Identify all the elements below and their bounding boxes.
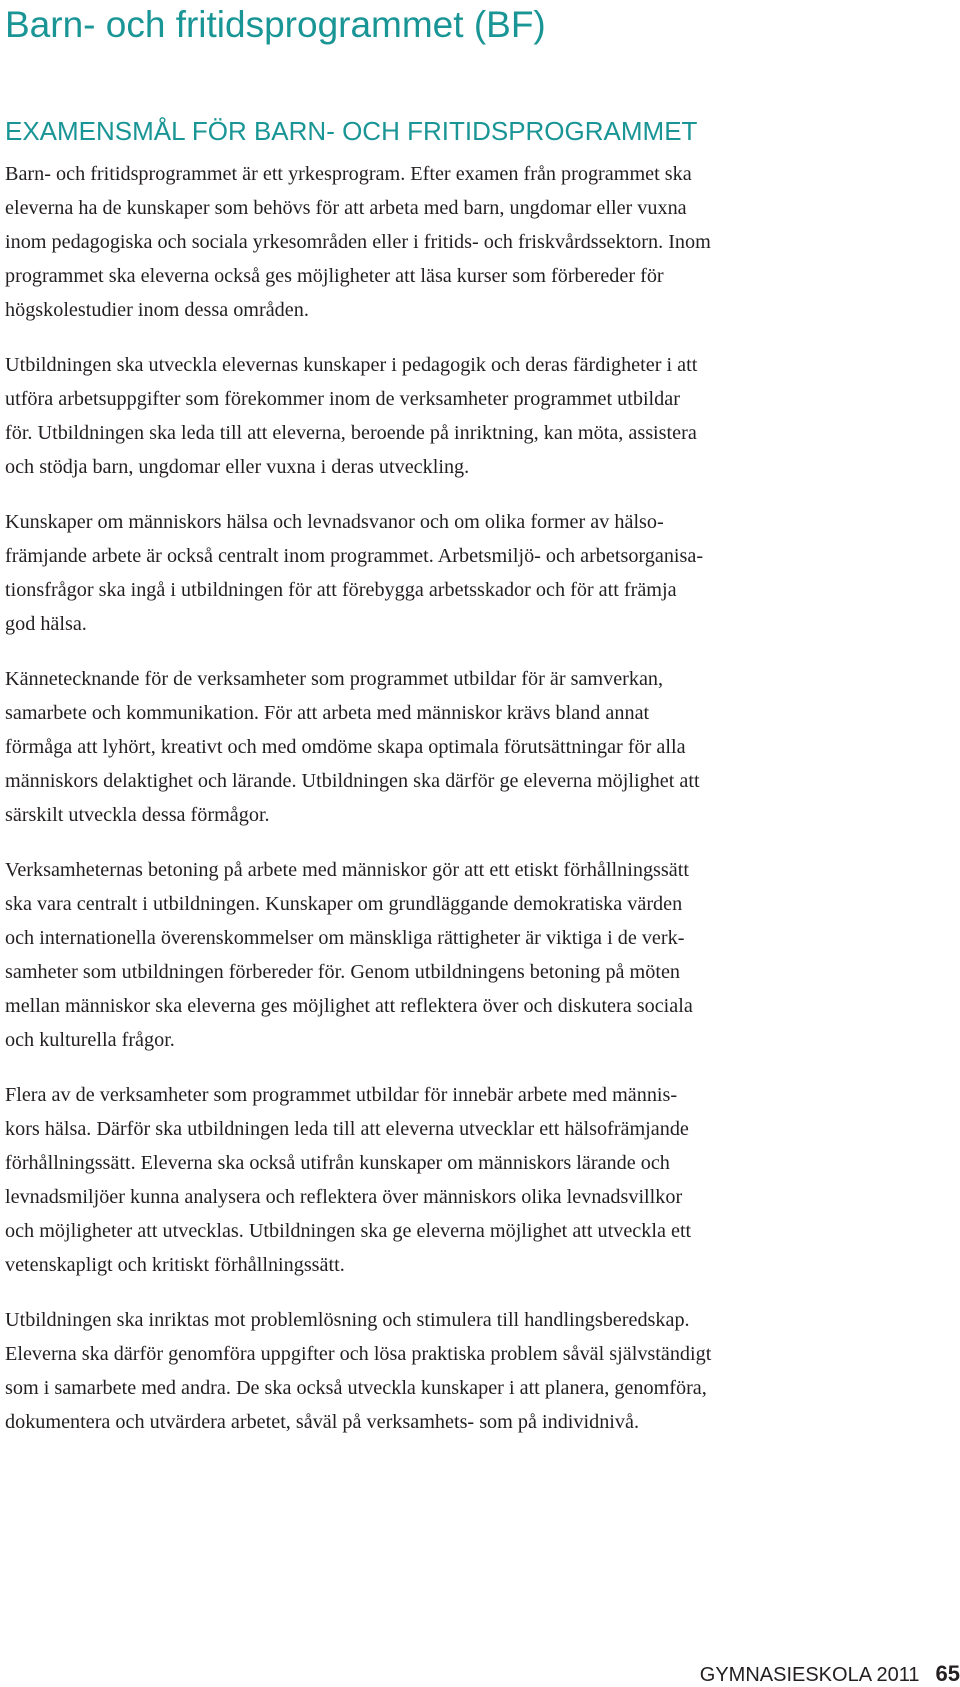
page-title: Barn- och fritidsprogrammet (BF) bbox=[5, 4, 546, 45]
paragraph-line: särskilt utveckla dessa förmågor. bbox=[5, 804, 270, 826]
paragraph-line: förhållningssätt. Eleverna ska också utifrån kunskaper om människors lärande och bbox=[5, 1152, 670, 1174]
paragraph-line: programmet ska eleverna också ges möjligheter att läsa kurser som förbereder för bbox=[5, 265, 664, 287]
paragraph bbox=[5, 1078, 955, 1282]
paragraph-line: Utbildningen ska inriktas mot problemlösning och stimulera till handlingsberedskap. bbox=[5, 1309, 690, 1331]
paragraph bbox=[5, 348, 955, 484]
footer-label: GYMNASIESKOLA 2011 bbox=[699, 1664, 920, 1686]
paragraph-line: och möjligheter att utvecklas. Utbildningen ska ge eleverna möjlighet att utveckla ett bbox=[5, 1220, 692, 1242]
paragraph-line: vetenskapligt och kritiskt förhållningssätt. bbox=[5, 1254, 345, 1276]
paragraph-line: utföra arbetsuppgifter som förekommer inom de verksamheter programmet utbildar bbox=[5, 388, 680, 410]
paragraph-line: och internationella överenskommelser om mänskliga rättigheter är viktiga i de verk- bbox=[5, 927, 685, 949]
paragraph-line: Eleverna ska därför genomföra uppgifter och lösa praktiska problem såväl självständigt bbox=[5, 1343, 712, 1365]
body-text bbox=[5, 157, 955, 1460]
paragraph-line: samheter som utbildningen förbereder för. Genom utbildningens betoning på möten bbox=[5, 961, 681, 983]
paragraph-line: eleverna ha de kunskaper som behövs för att arbeta med barn, ungdomar eller vuxna bbox=[5, 197, 687, 219]
paragraph bbox=[5, 1303, 955, 1439]
paragraph-line: Flera av de verksamheter som programmet utbildar för innebär arbete med männis- bbox=[5, 1084, 678, 1106]
paragraph-line: Barn- och fritidsprogrammet är ett yrkesprogram. Efter examen från programmet ska bbox=[5, 163, 692, 185]
paragraph-line: och stödja barn, ungdomar eller vuxna i deras utveckling. bbox=[5, 456, 470, 478]
paragraph-line: tionsfrågor ska ingå i utbildningen för att förebygga arbetsskador och för att främja bbox=[5, 579, 677, 601]
paragraph-line: levnadsmiljöer kunna analysera och reflektera över människors olika levnadsvillkor bbox=[5, 1186, 683, 1208]
paragraph-line: Utbildningen ska utveckla elevernas kunskaper i pedagogik och deras färdigheter i att bbox=[5, 354, 698, 376]
paragraph-line: för. Utbildningen ska leda till att eleverna, beroende på inriktning, kan möta, assistera bbox=[5, 422, 697, 444]
paragraph-line: ska vara centralt i utbildningen. Kunskaper om grundläggande demokratiska värden bbox=[5, 893, 683, 915]
paragraph-line: inom pedagogiska och sociala yrkesområden eller i fritids- och friskvårdssektorn. Inom bbox=[5, 231, 711, 253]
paragraph-line: kors hälsa. Därför ska utbildningen leda till att eleverna utvecklar ett hälsofrämjande bbox=[5, 1118, 689, 1140]
section-heading: EXAMENSMÅL FÖR BARN- OCH FRITIDSPROGRAMMET bbox=[5, 116, 698, 146]
paragraph bbox=[5, 853, 955, 1057]
paragraph-line: högskolestudier inom dessa områden. bbox=[5, 299, 309, 321]
paragraph-line: Kunskaper om människors hälsa och levnadsvanor och om olika former av hälso- bbox=[5, 511, 664, 533]
paragraph-line: Kännetecknande för de verksamheter som programmet utbildar för är samverkan, bbox=[5, 668, 664, 690]
paragraph-line: som i samarbete med andra. De ska också utveckla kunskaper i att planera, genomföra, bbox=[5, 1377, 707, 1399]
paragraph-line: främjande arbete är också centralt inom programmet. Arbetsmiljö- och arbetsorganisa- bbox=[5, 545, 704, 567]
paragraph-line: mellan människor ska eleverna ges möjlighet att reflektera över och diskutera sociala bbox=[5, 995, 693, 1017]
paragraph-line: och kulturella frågor. bbox=[5, 1029, 175, 1051]
paragraph bbox=[5, 662, 955, 832]
paragraph-line: samarbete och kommunikation. För att arbeta med människor krävs bland annat bbox=[5, 702, 650, 724]
paragraph-line: dokumentera och utvärdera arbetet, såväl på verksamhets- som på individnivå. bbox=[5, 1411, 640, 1433]
paragraph bbox=[5, 505, 955, 641]
paragraph bbox=[5, 157, 955, 327]
page-number: 65 bbox=[935, 1661, 960, 1686]
paragraph-line: människors delaktighet och lärande. Utbildningen ska därför ge eleverna möjlighet att bbox=[5, 770, 700, 792]
page-footer bbox=[700, 1662, 960, 1687]
paragraph-line: Verksamheternas betoning på arbete med människor gör att ett etiskt förhållningssätt bbox=[5, 859, 689, 881]
paragraph-line: förmåga att lyhört, kreativt och med omdöme skapa optimala förutsättningar för alla bbox=[5, 736, 686, 758]
paragraph-line: god hälsa. bbox=[5, 613, 87, 635]
